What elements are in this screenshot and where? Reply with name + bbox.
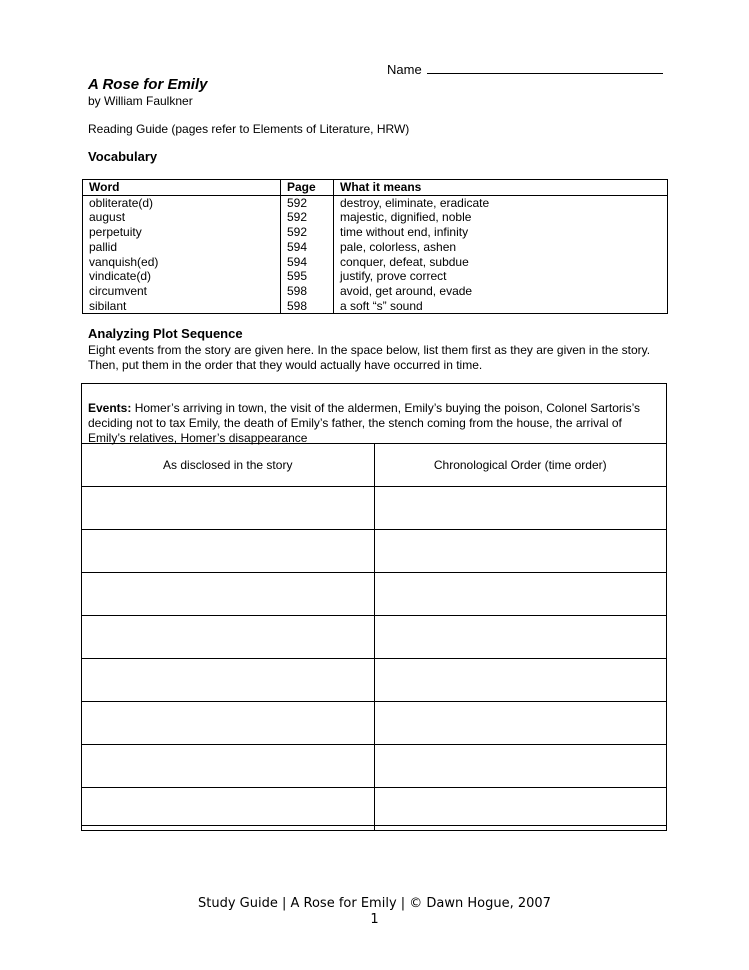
chronological-order-cell[interactable] — [374, 573, 667, 616]
word-cell: obliterate(d) — [83, 195, 281, 210]
word-cell: vindicate(d) — [83, 269, 281, 284]
chronological-order-cell[interactable] — [374, 745, 667, 788]
page-number: 1 — [370, 912, 379, 927]
table-row — [82, 702, 667, 745]
story-order-cell[interactable] — [82, 788, 375, 831]
story-order-cell[interactable] — [82, 487, 375, 530]
meaning-cell: majestic, dignified, noble — [340, 210, 472, 225]
chronological-order-cell[interactable] — [374, 788, 667, 831]
word-cell: vanquish(ed) — [83, 255, 281, 270]
word-cell: sibilant — [83, 299, 281, 314]
plot-order-table — [81, 443, 667, 831]
table-row — [83, 269, 668, 284]
order-header-row — [82, 444, 667, 487]
table-row — [83, 225, 668, 240]
col-chronological-header: Chronological Order (time order) — [374, 444, 667, 487]
meaning-cell: time without end, infinity — [340, 225, 469, 240]
meaning-cell: destroy, eliminate, eradicate — [334, 195, 668, 210]
vocabulary-table — [82, 179, 668, 314]
plot-sequence-heading: Analyzing Plot Sequence — [88, 326, 243, 341]
vocabulary-header-row — [83, 180, 668, 196]
col-meaning-header: What it means — [340, 180, 422, 194]
table-row — [83, 255, 668, 270]
footer-credit: Study Guide | A Rose for Emily | © Dawn Hogue, 2007 — [198, 896, 551, 911]
page-cell: 598 — [281, 299, 334, 314]
col-page-header: Page — [281, 180, 334, 196]
story-order-cell[interactable] — [82, 616, 375, 659]
col-story-header: As disclosed in the story — [82, 444, 375, 487]
events-text: Homer’s arriving in town, the visit of the aldermen, Emily’s buying the poison, Colonel Sartoris’s deciding not to tax Emily, the death of Emily’s father, the stench coming from the house, the arrival of Emily’s relatives, Homer’s disappearance — [88, 401, 641, 445]
page-cell: 594 — [281, 255, 334, 270]
name-blank-line[interactable] — [427, 61, 663, 74]
word-cell: august — [83, 210, 281, 225]
table-row — [82, 487, 667, 530]
meaning-cell: avoid, get around, evade — [340, 283, 473, 298]
col-word-header: Word — [83, 180, 281, 196]
table-row — [83, 195, 668, 210]
meaning-cell: conquer, defeat, subdue — [340, 254, 469, 269]
story-order-cell[interactable] — [82, 530, 375, 573]
table-row — [82, 573, 667, 616]
document-title: A Rose for Emily — [88, 76, 208, 93]
events-list — [88, 401, 660, 445]
table-row — [82, 745, 667, 788]
word-cell: circumvent — [83, 284, 281, 299]
chronological-order-cell[interactable] — [374, 702, 667, 745]
page-cell: 592 — [281, 225, 334, 240]
page-cell: 592 — [281, 210, 334, 225]
name-label: Name — [387, 62, 422, 77]
table-row — [82, 616, 667, 659]
story-order-cell[interactable] — [82, 573, 375, 616]
vocabulary-heading: Vocabulary — [88, 149, 158, 164]
meaning-cell: justify, prove correct — [340, 269, 447, 284]
story-order-cell[interactable] — [82, 702, 375, 745]
name-field[interactable] — [387, 61, 663, 77]
word-cell: pallid — [83, 240, 281, 255]
meaning-cell: pale, colorless, ashen — [340, 239, 457, 254]
reading-guide-note: Reading Guide (pages refer to Elements of Literature, HRW) — [88, 122, 410, 136]
events-box — [81, 383, 667, 826]
chronological-order-cell[interactable] — [374, 487, 667, 530]
page-cell: 592 — [281, 195, 334, 210]
author-byline: by William Faulkner — [88, 94, 193, 108]
story-order-cell[interactable] — [82, 745, 375, 788]
table-row — [83, 240, 668, 255]
chronological-order-cell[interactable] — [374, 530, 667, 573]
meaning-cell: a soft “s” sound — [340, 298, 423, 313]
table-row — [83, 284, 668, 299]
table-row — [83, 210, 668, 225]
chronological-order-cell[interactable] — [374, 616, 667, 659]
table-row — [83, 299, 668, 314]
story-order-cell[interactable] — [82, 659, 375, 702]
word-cell: perpetuity — [83, 225, 281, 240]
page-cell: 598 — [281, 284, 334, 299]
table-row — [82, 659, 667, 702]
plot-instructions: Eight events from the story are given here. In the space below, list them first as they are given in the story. Then, put them in the order that they would actually have occurred in time. — [88, 343, 651, 372]
table-row — [82, 788, 667, 831]
table-row — [82, 530, 667, 573]
events-label: Events: — [88, 401, 132, 415]
page-cell: 595 — [281, 269, 334, 284]
chronological-order-cell[interactable] — [374, 659, 667, 702]
page-cell: 594 — [281, 240, 334, 255]
